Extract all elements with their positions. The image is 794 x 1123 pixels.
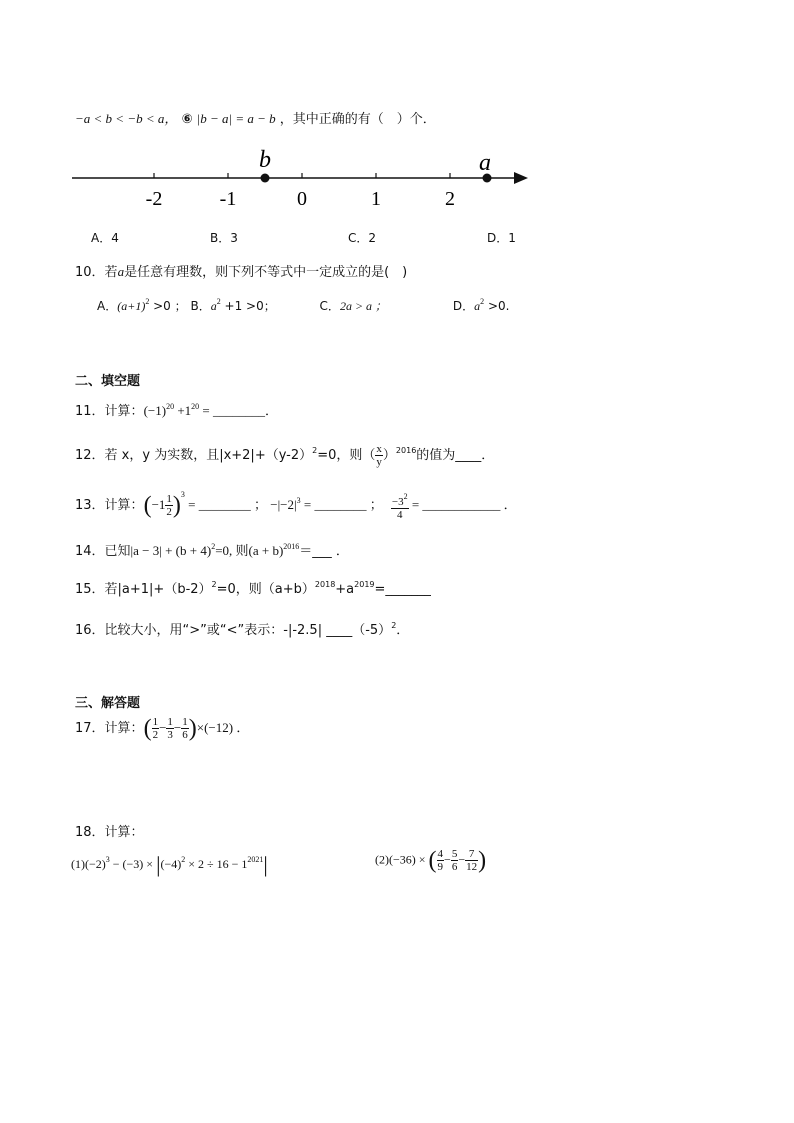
q18-part-2 bbox=[375, 848, 486, 873]
number-line-arrow bbox=[514, 172, 528, 184]
q13-frac3-num-exp: 2 bbox=[403, 491, 408, 501]
q11-exp-b: 20 bbox=[191, 402, 200, 411]
point-b-dot bbox=[261, 174, 270, 183]
q14-text-a: 已知|a − 3| + (b + 4) bbox=[104, 543, 212, 558]
q18-p2-f2-den: 6 bbox=[451, 861, 458, 873]
q10-option-d[interactable] bbox=[453, 299, 510, 313]
q12-text-c: ） bbox=[382, 448, 396, 463]
q11 bbox=[75, 400, 278, 419]
q9-option-b[interactable]: B．3 bbox=[210, 231, 238, 245]
q11-number: 11． bbox=[75, 404, 105, 419]
q14-number: 14． bbox=[75, 544, 105, 559]
q16-number: 16． bbox=[75, 623, 105, 638]
point-b-label: b bbox=[259, 147, 271, 173]
q10-stem bbox=[75, 261, 407, 280]
q10-option-b-exp: 2 bbox=[216, 297, 221, 306]
q10-option-a-label: A． bbox=[97, 299, 118, 313]
number-line-tick-label: 2 bbox=[445, 188, 455, 210]
q17-number: 17． bbox=[75, 721, 105, 736]
section-solutions-title: 三、解答题 bbox=[75, 696, 141, 711]
q10-number: 10． bbox=[75, 265, 105, 280]
q12-frac-den: y bbox=[376, 456, 382, 468]
q18-p1-a: (−2) bbox=[85, 857, 106, 871]
q18-p2-op-1: − bbox=[444, 852, 451, 867]
q18-part-1 bbox=[71, 852, 268, 878]
q17-f1-num: 1 bbox=[152, 716, 159, 728]
q18-p2-f1-den: 9 bbox=[437, 861, 444, 873]
q12-exp-c: 2016 bbox=[395, 446, 417, 455]
q18-p1-abs-close: | bbox=[263, 852, 268, 877]
q12 bbox=[75, 443, 494, 468]
q18-p2-fraction-1 bbox=[437, 848, 445, 873]
q13-left-paren: ( bbox=[143, 492, 152, 519]
q13-mixed-num: 1 bbox=[166, 493, 172, 505]
q18-p1-exp-d: 2021 bbox=[247, 855, 264, 864]
q13-answer-blank-3[interactable]: = ____________ ． bbox=[408, 497, 517, 512]
q10-option-b-expr: a bbox=[210, 299, 217, 313]
q10-option-b-label: B． bbox=[190, 299, 211, 313]
q18-p2-op-2: − bbox=[458, 852, 466, 867]
q14-exp-a: 2 bbox=[211, 542, 216, 551]
q13-number: 13． bbox=[75, 498, 105, 513]
number-line-tick-label: -1 bbox=[219, 188, 237, 210]
q18-p2-label: (2) bbox=[375, 852, 389, 867]
q12-text-b: =0，则（ bbox=[317, 448, 376, 463]
q14 bbox=[75, 540, 349, 559]
number-line-tick-label: 0 bbox=[297, 188, 307, 210]
q16-exp-a: 2 bbox=[391, 621, 397, 630]
q16-text-b: ． bbox=[396, 623, 410, 638]
q15-answer-blank[interactable]: =_______ bbox=[374, 582, 431, 597]
q10-option-a-expr: (a+1) bbox=[117, 299, 146, 313]
q10-text: 是任意有理数，则下列不等式中一定成立的是( ) bbox=[124, 265, 408, 280]
q18-p1-b: − (−3) × bbox=[109, 857, 157, 871]
q13-mixed-den: 2 bbox=[166, 506, 172, 518]
q18-p1-abs-open: | bbox=[156, 852, 161, 877]
q14-text-b: =0, 则(a + b) bbox=[215, 543, 284, 558]
number-line-tick-label: 1 bbox=[371, 188, 381, 210]
q13-pre: 计算： bbox=[104, 498, 144, 513]
q17-right-paren: ) bbox=[188, 715, 197, 742]
q15-text-b: =0，则（a+b） bbox=[216, 582, 315, 597]
q13-frac3-num-base: −3 bbox=[391, 495, 404, 508]
q17-fraction-1 bbox=[152, 716, 160, 741]
q9-option-d[interactable]: D．1 bbox=[487, 231, 516, 245]
q13-fraction-3 bbox=[391, 491, 409, 521]
q13-exp-1: 3 bbox=[180, 490, 185, 499]
q17-fraction-3 bbox=[181, 716, 189, 741]
q17-f3-num: 1 bbox=[182, 716, 188, 728]
q18-p2-a: (−36) × bbox=[389, 852, 429, 867]
q10-option-b[interactable] bbox=[190, 299, 279, 313]
q10-option-a-exp: 2 bbox=[145, 297, 150, 306]
q10-option-d-exp: 2 bbox=[480, 297, 485, 306]
q17-op-2: − bbox=[173, 720, 182, 735]
q15-exp-a: 2 bbox=[211, 580, 217, 589]
point-a-label: a bbox=[479, 150, 491, 176]
number-line-tick-label: -2 bbox=[145, 188, 163, 210]
q10-option-d-tail: >0. bbox=[484, 299, 510, 313]
q15-exp-b: 2018 bbox=[314, 580, 336, 589]
q17-f2-den: 3 bbox=[167, 729, 173, 741]
q10-option-d-expr: a bbox=[474, 299, 481, 313]
q13 bbox=[75, 490, 517, 521]
q12-answer-blank[interactable]: 的值为____． bbox=[416, 448, 495, 463]
q9-inequality: −a < b < −b < a， bbox=[75, 111, 178, 126]
q12-frac-num: x bbox=[376, 443, 382, 455]
q18-p2-f3-num: 7 bbox=[465, 848, 478, 861]
q9-stem-tail bbox=[75, 108, 436, 127]
q10-var: a bbox=[117, 264, 125, 279]
q17 bbox=[75, 716, 249, 741]
q10-option-c-label: C． bbox=[319, 299, 340, 313]
q18-p2-fraction-3 bbox=[465, 848, 478, 873]
q13-mixed-whole: −1 bbox=[151, 497, 166, 512]
q18-p2-f1-num: 4 bbox=[437, 848, 444, 860]
q9-option-a[interactable]: A．4 bbox=[91, 231, 119, 245]
q11-expr-a: (−1) bbox=[143, 403, 167, 418]
q18-p2-right-paren: ) bbox=[478, 847, 487, 874]
q13-mixed-fraction bbox=[165, 493, 173, 518]
q9-abs-expression: |b − a| = a − b bbox=[196, 111, 276, 126]
q18-stem bbox=[75, 821, 144, 840]
q10-option-c[interactable] bbox=[320, 299, 391, 313]
q12-text-a: 若 x，y 为实数，且|x+2|+（y-2） bbox=[104, 448, 313, 463]
q18-pre: 计算： bbox=[104, 825, 144, 840]
q10-option-c-expr: 2a > a ； bbox=[339, 299, 388, 313]
number-line bbox=[0, 145, 794, 225]
q12-fraction bbox=[375, 443, 383, 468]
q18-p1-d: × 2 ÷ 16 − 1 bbox=[185, 857, 248, 871]
q9-option-c[interactable]: C．2 bbox=[348, 231, 377, 245]
q17-f1-den: 2 bbox=[152, 729, 159, 741]
q10-option-b-tail: +1 >0； bbox=[220, 299, 276, 313]
q13-answer-blank-2[interactable]: = ________ ； bbox=[300, 497, 383, 512]
q11-expr-b: +1 bbox=[174, 403, 192, 418]
q17-left-paren: ( bbox=[143, 715, 152, 742]
q15-text-a: 若|a+1|+（b-2） bbox=[104, 582, 212, 597]
q18-p1-c: (−4) bbox=[160, 857, 182, 871]
q15-text-c: +a bbox=[335, 582, 355, 597]
q10-option-d-label: D． bbox=[452, 299, 475, 313]
q17-tail: ×(−12) ． bbox=[196, 720, 250, 735]
q12-number: 12． bbox=[75, 448, 105, 463]
q10-pre: 若 bbox=[104, 265, 118, 280]
q17-pre: 计算： bbox=[104, 721, 144, 736]
q17-fraction-2 bbox=[166, 716, 174, 741]
q14-answer-blank[interactable]: ＝___ ． bbox=[299, 544, 349, 559]
q15-number: 15． bbox=[75, 582, 105, 597]
q11-pre: 计算： bbox=[104, 404, 144, 419]
q13-frac3-den: 4 bbox=[396, 508, 403, 521]
q13-part-2: −|−2| bbox=[267, 497, 297, 512]
q18-p1-exp-a: 3 bbox=[105, 855, 110, 864]
q11-answer-blank[interactable]: = ________． bbox=[199, 403, 278, 418]
q18-p1-exp-c: 2 bbox=[181, 855, 186, 864]
q13-answer-blank-1[interactable]: = ________ ； bbox=[184, 497, 267, 512]
q10-options bbox=[97, 297, 509, 314]
q18-p2-f2-num: 5 bbox=[451, 848, 458, 860]
q15-exp-c: 2019 bbox=[354, 580, 375, 589]
q14-exp-b: 2016 bbox=[283, 542, 300, 551]
q11-exp-a: 20 bbox=[166, 402, 175, 411]
q10-option-a[interactable] bbox=[97, 299, 190, 313]
q16 bbox=[75, 619, 409, 638]
q13-right-paren: ) bbox=[172, 492, 181, 519]
q18-p2-left-paren: ( bbox=[428, 847, 437, 874]
q15 bbox=[75, 578, 431, 597]
q17-op-1: − bbox=[159, 720, 167, 735]
q16-text-a[interactable]: 比较大小，用“>”或“<”表示：-|-2.5| ____（-5） bbox=[104, 623, 392, 638]
q18-number: 18． bbox=[75, 825, 105, 840]
q9-circled-number: ⑥ bbox=[181, 112, 193, 127]
section-fill-in-title: 二、填空题 bbox=[75, 374, 141, 389]
q18-p1-label: (1) bbox=[71, 857, 85, 871]
q17-f3-den: 6 bbox=[182, 729, 188, 741]
q9-question-text: ，其中正确的有（ ）个． bbox=[279, 112, 436, 127]
q13-frac3-num bbox=[391, 491, 409, 509]
q13-exp-2: 3 bbox=[296, 496, 301, 505]
q10-option-a-tail: >0 ； bbox=[149, 299, 187, 313]
q12-exp-a: 2 bbox=[312, 446, 318, 455]
q17-f2-num: 1 bbox=[167, 716, 173, 728]
q18-p2-f3-den: 12 bbox=[466, 861, 478, 873]
